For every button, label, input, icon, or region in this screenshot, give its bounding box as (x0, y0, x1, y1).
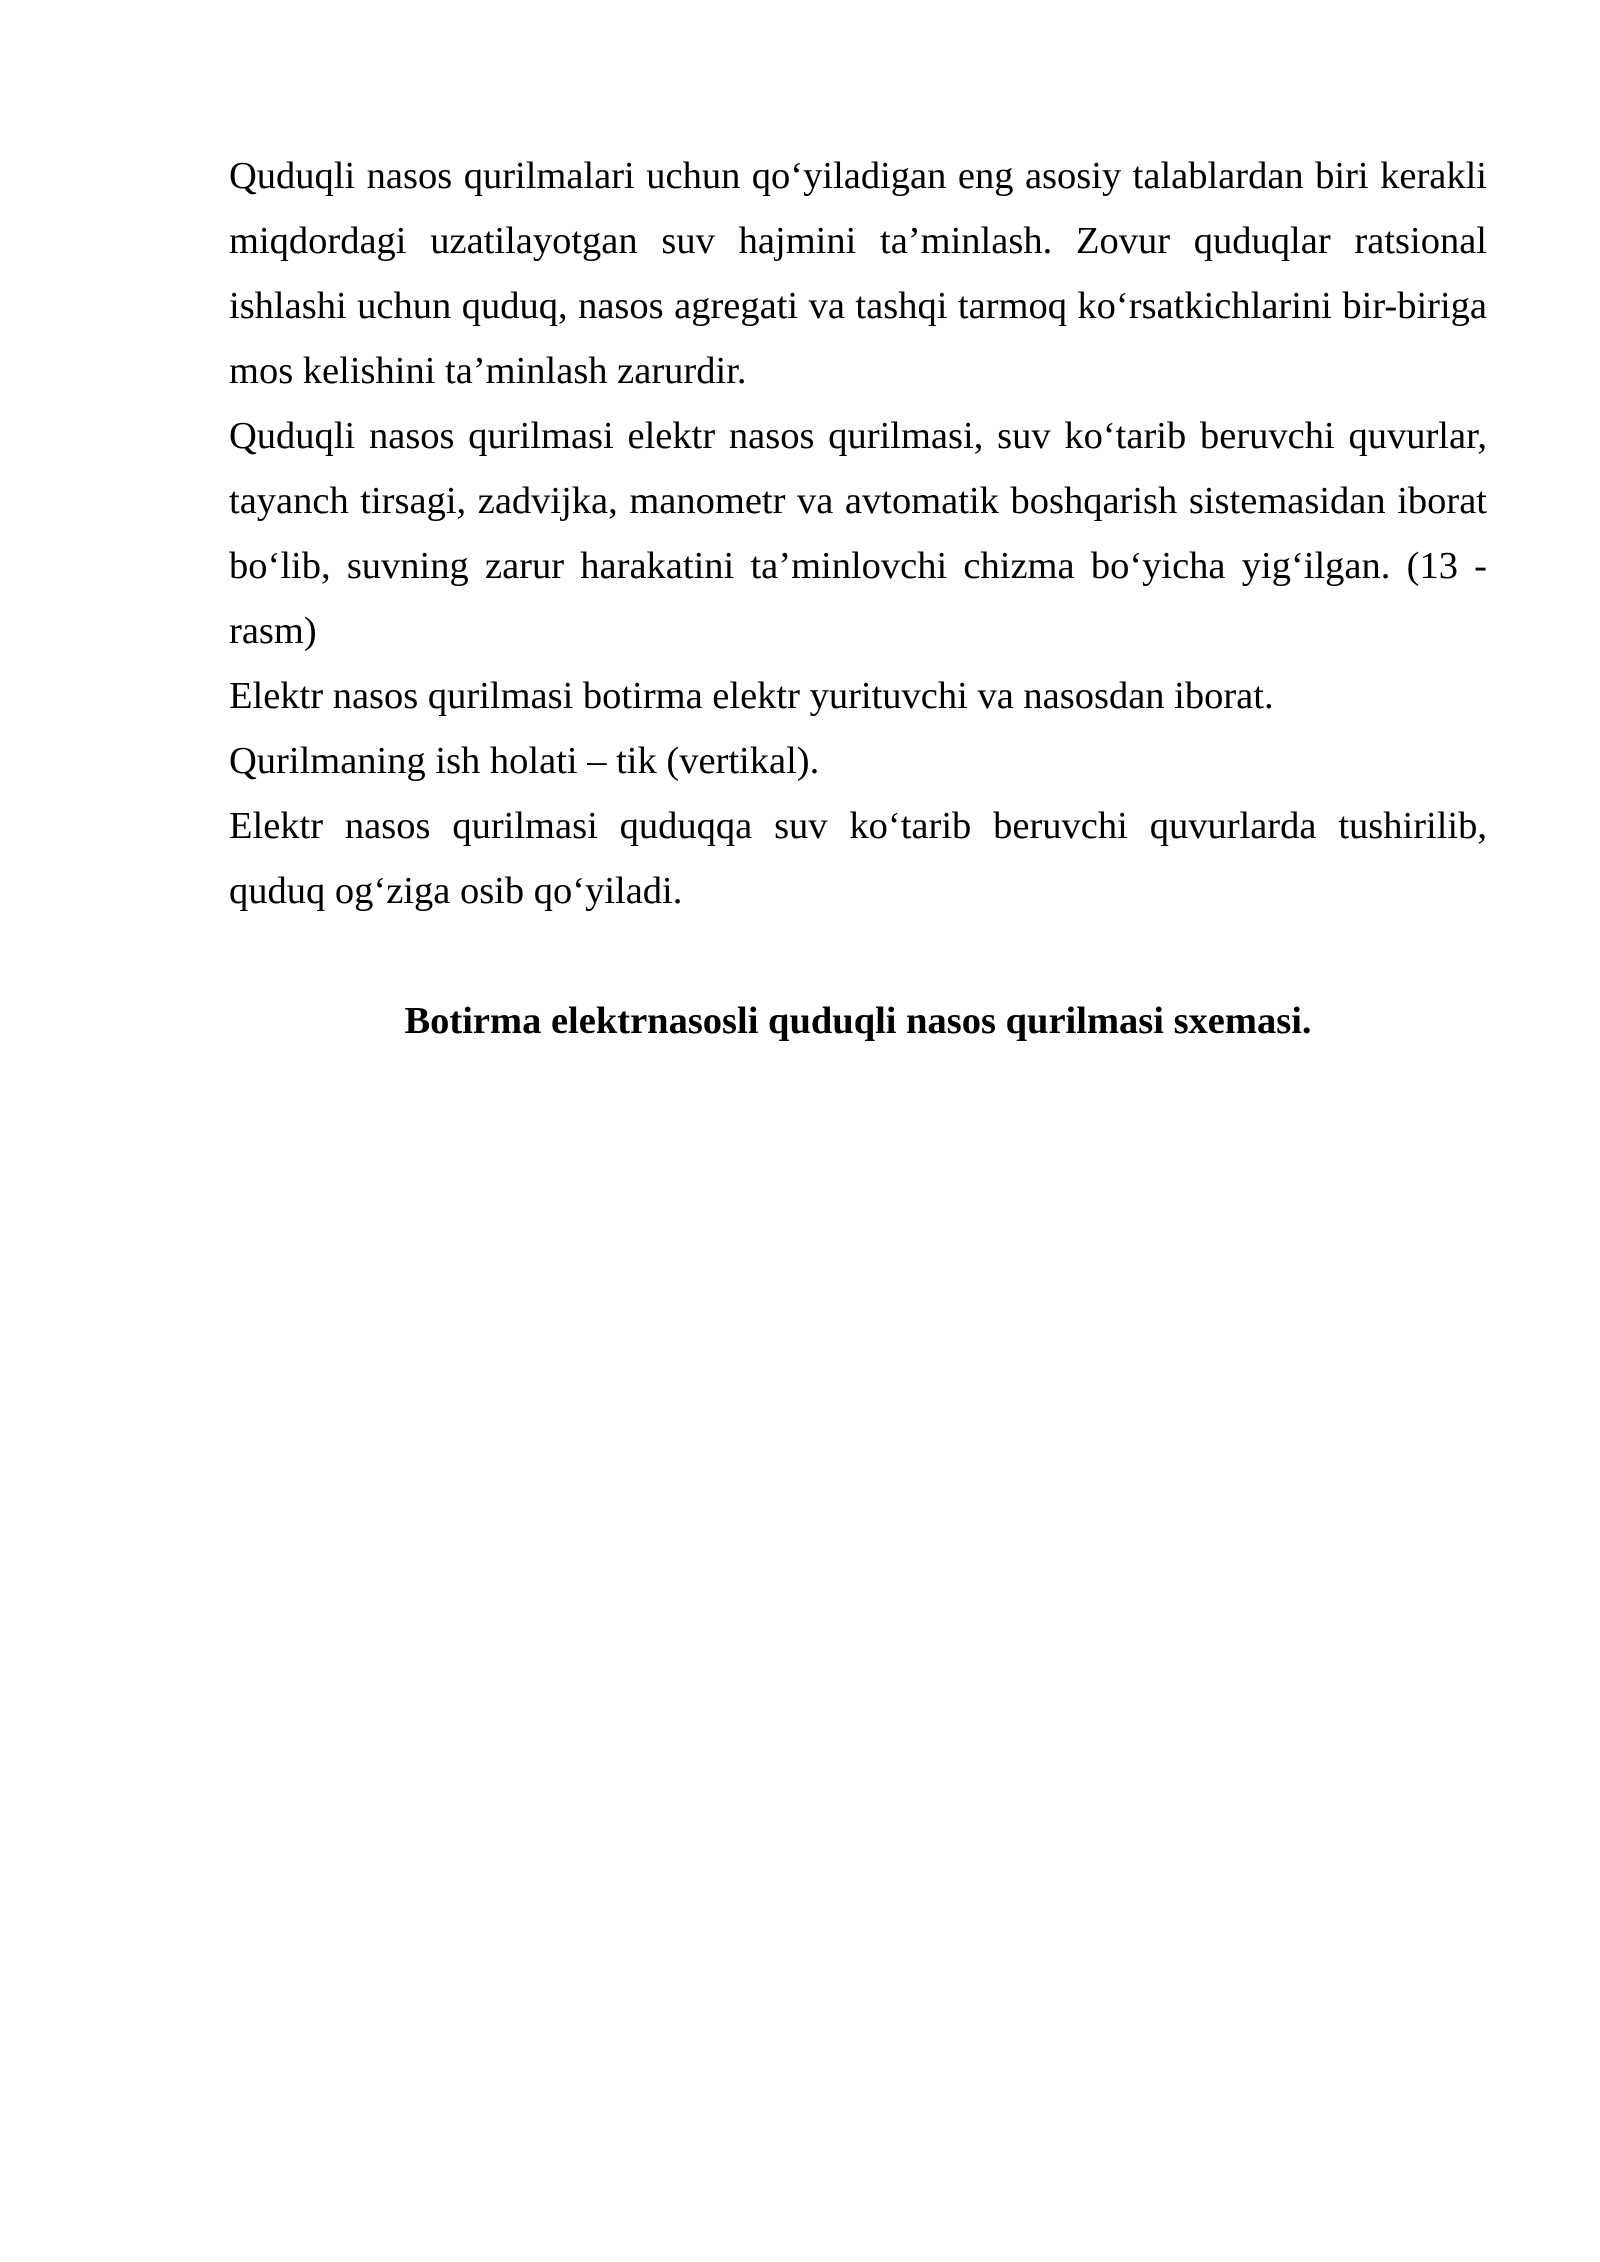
paragraph-electric-pump-composition: Elektr nasos qurilmasi botirma elektr yurituvchi va nasosdan iborat. (229, 675, 1274, 717)
figure-caption: Botirma elektrnasosli quduqli nasos qurilmasi sxemasi. (404, 1000, 1312, 1042)
paragraph-water-supply-requirements: Quduqli nasos qurilmalari uchun qo‘yiladigan eng asosiy talablardan biri kerakli miqdordagi uzatilayotgan suv hajmini ta’minlash. Zovur quduqlar ratsional ishlashi uchun quduq, nasos agregati va tashqi tarmoq ko‘rsatkichlarini bir-biriga mos kelishini ta’minlash zarurdir. (229, 155, 1487, 392)
paragraph-installation-components: Quduqli nasos qurilmasi elektr nasos qurilmasi, suv ko‘tarib beruvchi quvurlar, tayanch tirsagi, zadvijka, manometr va avtomatik boshqarish sistemasidan iborat bo‘lib, suvning zarur harakatini ta’minlovchi chizma bo‘yicha yig‘ilgan. (13 - rasm) (229, 415, 1487, 652)
paragraph-pump-mounting: Elektr nasos qurilmasi quduqqa suv ko‘tarib beruvchi quvurlarda tushirilib, quduq og‘ziga osib qo‘yiladi. (229, 805, 1487, 912)
document-body (229, 144, 1487, 924)
paragraph-operating-position: Qurilmaning ish holati – tik (vertikal). (229, 740, 820, 782)
